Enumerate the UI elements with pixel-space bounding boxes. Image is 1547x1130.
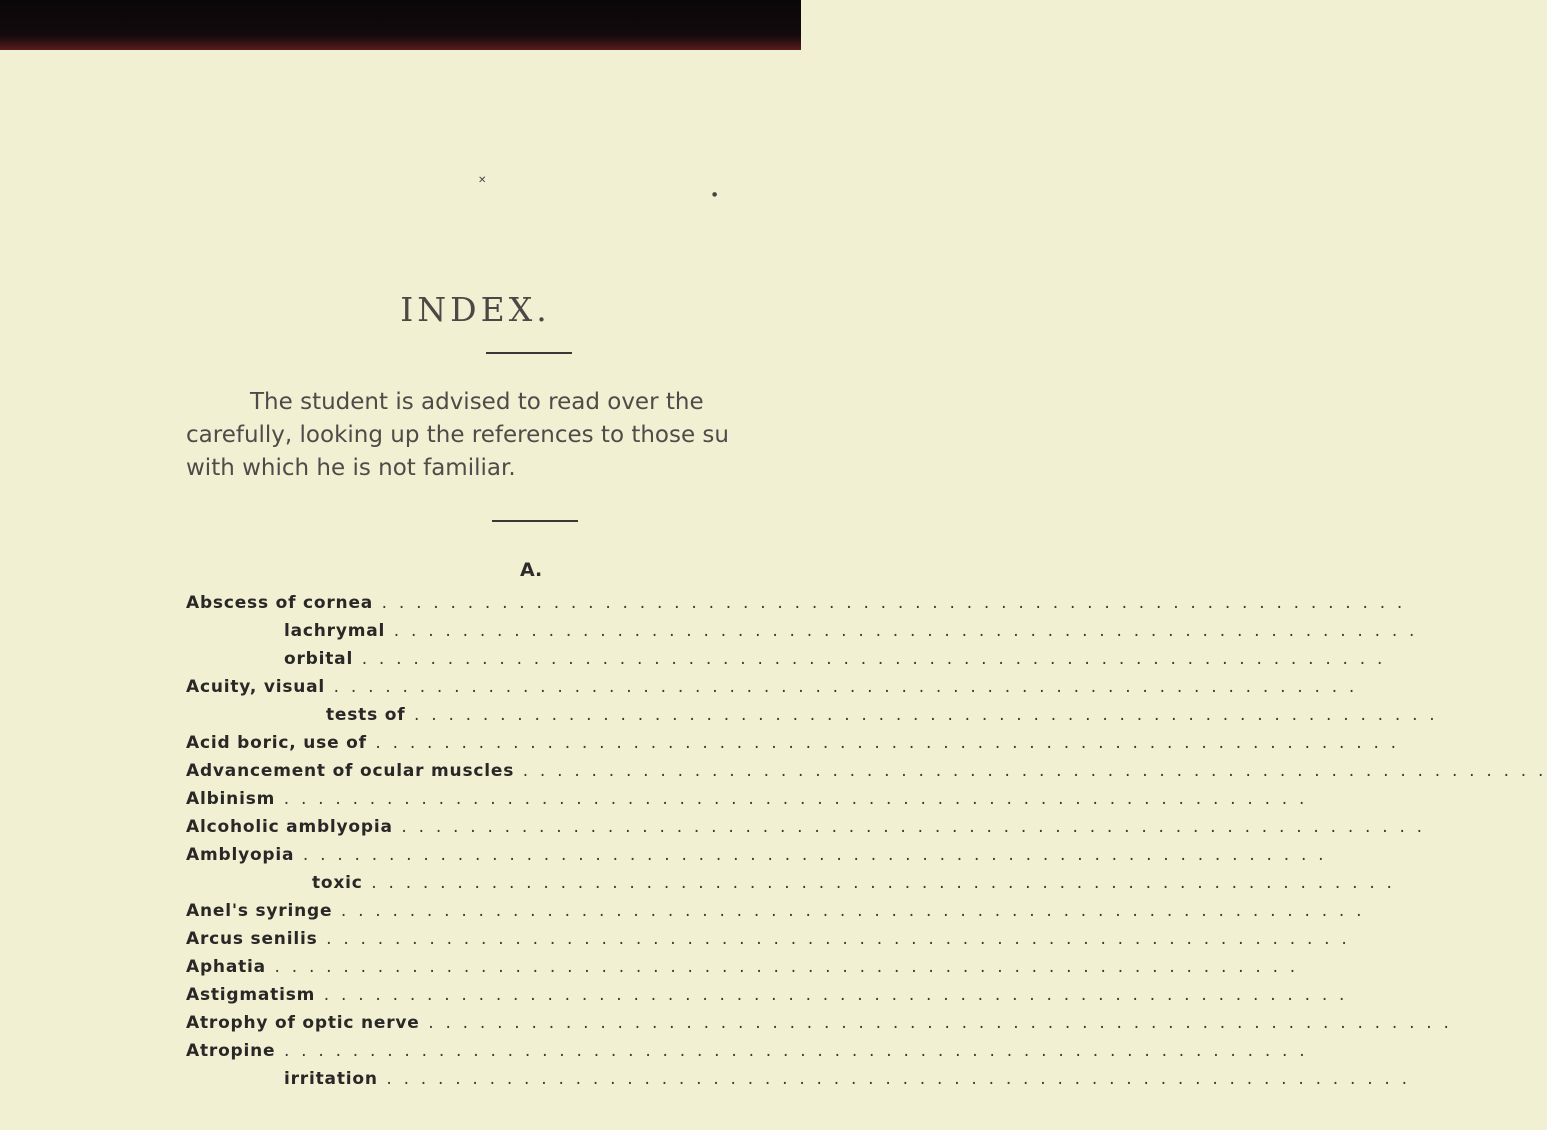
index-entry: [186, 673, 1358, 701]
index-entry-text: Amblyopia: [186, 845, 295, 865]
intro-line: with which he is not familiar.: [186, 455, 516, 481]
index-entry-text: Astigmatism: [186, 985, 316, 1005]
index-entry: [186, 953, 1299, 981]
section-letter: A.: [520, 559, 543, 581]
index-entry: [186, 869, 1396, 897]
section-rule: [492, 520, 578, 522]
intro-paragraph: [186, 386, 826, 485]
index-entry: [186, 1037, 1308, 1065]
index-entry: [186, 813, 1426, 841]
page-title: INDEX.: [400, 290, 551, 329]
dot-leader: . . . . . . . . . . . . . . . . . . . . . . . . . . . . . . . . . . . . . . . . . . . . . . . . . . . . . . . . . . . .: [419, 1013, 1453, 1033]
intro-line: The student is advised to read over the: [250, 389, 704, 415]
index-entry-text: lachrymal: [284, 621, 386, 641]
dot-leader: . . . . . . . . . . . . . . . . . . . . . . . . . . . . . . . . . . . . . . . . . . . . . . . . . . . . . . . . . . . .: [294, 845, 1327, 865]
index-entry: [186, 841, 1327, 869]
dot-leader: . . . . . . . . . . . . . . . . . . . . . . . . . . . . . . . . . . . . . . . . . . . . . . . . . . . . . . . . . . . .: [353, 649, 1386, 669]
index-entry-text: tests of: [326, 705, 406, 725]
index-entry-text: Anel's syringe: [186, 901, 333, 921]
index-entry: [186, 1009, 1453, 1037]
index-entry-text: Acid boric, use of: [186, 733, 367, 753]
index-entry-text: Alcoholic amblyopia: [186, 817, 393, 837]
index-entry-text: Atrophy of optic nerve: [186, 1013, 420, 1033]
dot-leader: . . . . . . . . . . . . . . . . . . . . . . . . . . . . . . . . . . . . . . . . . . . . . . . . . . . . . . . . . . . .: [325, 677, 1358, 697]
index-entry-text: irritation: [284, 1069, 378, 1089]
index-entry-text: Acuity, visual: [186, 677, 326, 697]
index-entry: [186, 645, 1386, 673]
index-entry-text: Advancement of ocular muscles: [186, 761, 515, 781]
dot-leader: . . . . . . . . . . . . . . . . . . . . . . . . . . . . . . . . . . . . . . . . . . . . . . . . . . . . . . . . . . . .: [332, 901, 1365, 921]
page-top-edge: [0, 0, 801, 50]
index-entries: [186, 589, 1547, 1093]
dot-leader: . . . . . . . . . . . . . . . . . . . . . . . . . . . . . . . . . . . . . . . . . . . . . . . . . . . . . . . . . . . .: [275, 1041, 1308, 1061]
dot-leader: . . . . . . . . . . . . . . . . . . . . . . . . . . . . . . . . . . . . . . . . . . . . . . . . . . . . . . . . . . . .: [392, 817, 1426, 837]
title-rule: [486, 352, 572, 354]
dot-leader: . . . . . . . . . . . . . . . . . . . . . . . . . . . . . . . . . . . . . . . . . . . . . . . . . . . . . . . . . . . .: [373, 593, 1406, 613]
dot-leader: . . . . . . . . . . . . . . . . . . . . . . . . . . . . . . . . . . . . . . . . . . . . . . . . . . . . . . . . . . . .: [362, 873, 1396, 893]
index-entry-text: Atropine: [186, 1041, 276, 1061]
intro-line: carefully, looking up the references to those su: [186, 422, 729, 448]
index-entry: [186, 701, 1438, 729]
index-entry-text: Aphatia: [186, 957, 266, 977]
dot-leader: . . . . . . . . . . . . . . . . . . . . . . . . . . . . . . . . . . . . . . . . . . . . . . . . . . . . . . . . . . . .: [317, 929, 1350, 949]
index-entry: [186, 785, 1308, 813]
dot-leader: . . . . . . . . . . . . . . . . . . . . . . . . . . . . . . . . . . . . . . . . . . . . . . . . . . . . . . . . . . . .: [275, 789, 1308, 809]
ink-speck: ●: [712, 191, 718, 198]
index-entry-text: Arcus senilis: [186, 929, 318, 949]
dot-leader: . . . . . . . . . . . . . . . . . . . . . . . . . . . . . . . . . . . . . . . . . . . . . . . . . . . . . . . . . . . .: [514, 761, 1547, 781]
index-entry-text: Abscess of cornea: [186, 593, 374, 613]
index-entry: [186, 1065, 1411, 1093]
dot-leader: . . . . . . . . . . . . . . . . . . . . . . . . . . . . . . . . . . . . . . . . . . . . . . . . . . . . . . . . . . . .: [405, 705, 1438, 725]
index-entry: [186, 981, 1348, 1009]
dot-leader: . . . . . . . . . . . . . . . . . . . . . . . . . . . . . . . . . . . . . . . . . . . . . . . . . . . . . . . . . . . .: [265, 957, 1299, 977]
index-entry: [186, 589, 1406, 617]
ink-speck: ✕: [478, 175, 487, 186]
dot-leader: . . . . . . . . . . . . . . . . . . . . . . . . . . . . . . . . . . . . . . . . . . . . . . . . . . . . . . . . . . . .: [385, 621, 1418, 641]
dot-leader: . . . . . . . . . . . . . . . . . . . . . . . . . . . . . . . . . . . . . . . . . . . . . . . . . . . . . . . . . . . .: [315, 985, 1348, 1005]
index-entry: [186, 617, 1418, 645]
index-entry: [186, 925, 1350, 953]
index-entry: [186, 897, 1365, 925]
index-entry-text: toxic: [312, 873, 363, 893]
dot-leader: . . . . . . . . . . . . . . . . . . . . . . . . . . . . . . . . . . . . . . . . . . . . . . . . . . . . . . . . . . . .: [366, 733, 1400, 753]
index-entry: [186, 729, 1400, 757]
dot-leader: . . . . . . . . . . . . . . . . . . . . . . . . . . . . . . . . . . . . . . . . . . . . . . . . . . . . . . . . . . . .: [377, 1069, 1411, 1089]
index-entry-text: Albinism: [186, 789, 276, 809]
index-entry: [186, 757, 1547, 785]
index-entry-text: orbital: [284, 649, 354, 669]
